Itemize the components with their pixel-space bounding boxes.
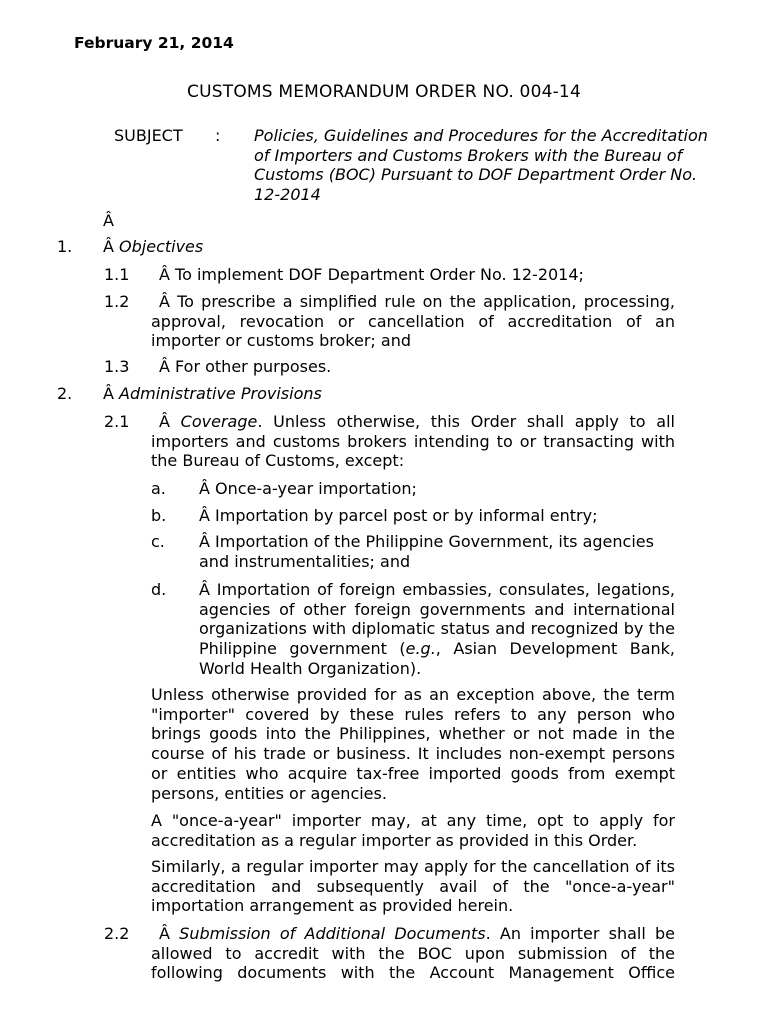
subitem-text: Â Importation by parcel post or by informal entry; [199, 506, 598, 525]
subject-colon: : [215, 126, 221, 145]
subject-text: Policies, Guidelines and Procedures for the Accreditation of Importers and Customs Brokers with the Bureau of Customs (BOC) Pursuant to DOF Department Order No. 12-2014 [254, 126, 708, 204]
subitem-text: Â Importation of foreign embassies, consulates, legations, agencies of other foreign governments and international organizations with diplomatic status and recognized by the Philippine government (e.g., Asian Development Bank, World Health Organization). [199, 580, 675, 678]
body-paragraph: Similarly, a regular importer may apply for the cancellation of its accreditation and subsequently avail of the "once-a-year" importation arrangement as provided herein. [151, 857, 675, 916]
subitem-emphasis: e.g. [405, 639, 436, 659]
body-paragraph: Unless otherwise provided for as an exception above, the term "importer" covered by these rules refers to any person who brings goods into the Philippines, whether or not made in the course of his trade or business. It includes non-exempt persons or entities who acquire tax-free imported goods from exempt persons, entities or agencies. [151, 685, 675, 803]
section-title: Objectives [119, 237, 204, 256]
item-emphasis: Coverage [180, 412, 258, 431]
subitem-text: Â Once-a-year importation; [199, 479, 417, 498]
item-text: Â For other purposes. [159, 357, 332, 376]
section-title: Administrative Provisions [119, 384, 322, 403]
section-heading: Â Objectives [103, 237, 204, 256]
item-number: 2.2 [104, 924, 130, 943]
subitem-text: Â Importation of the Philippine Government, its agencies and instrumentalities; and [199, 532, 654, 571]
subitem-letter: a. [151, 479, 166, 498]
item-emphasis: Submission of Additional Documents [179, 924, 486, 943]
item-text: Â To implement DOF Department Order No. 12-2014; [159, 265, 584, 284]
item-number: 1.2 [104, 292, 130, 311]
item-number: 2.1 [104, 412, 130, 431]
item-text: Â Coverage. Unless otherwise, this Order shall apply to all importers and customs brokers intending to or transacting with the Bureau of Customs, except: [151, 412, 676, 471]
stray-character: Â [103, 211, 114, 230]
item-text: Â Submission of Additional Documents. An importer shall be allowed to accredit with the BOC upon submission of the following documents with the Account Management Office [151, 924, 676, 983]
subject-label: SUBJECT [114, 126, 183, 145]
section-number: 2. [57, 384, 73, 403]
item-number: 1.1 [104, 265, 130, 284]
subitem-letter: c. [151, 532, 165, 551]
document-title: CUSTOMS MEMORANDUM ORDER NO. 004-14 [187, 82, 581, 102]
body-paragraph: A "once-a-year" importer may, at any time, opt to apply for accreditation as a regular importer as provided in this Order. [151, 811, 675, 850]
subitem-letter: b. [151, 506, 167, 525]
document-date: February 21, 2014 [74, 34, 234, 52]
section-number: 1. [57, 237, 73, 256]
item-text: Â To prescribe a simplified rule on the application, processing, approval, revocation or cancellation of accreditation of an importer or customs broker; and [151, 292, 675, 351]
item-number: 1.3 [104, 357, 130, 376]
subitem-letter: d. [151, 580, 167, 599]
section-heading: Â Administrative Provisions [103, 384, 322, 403]
